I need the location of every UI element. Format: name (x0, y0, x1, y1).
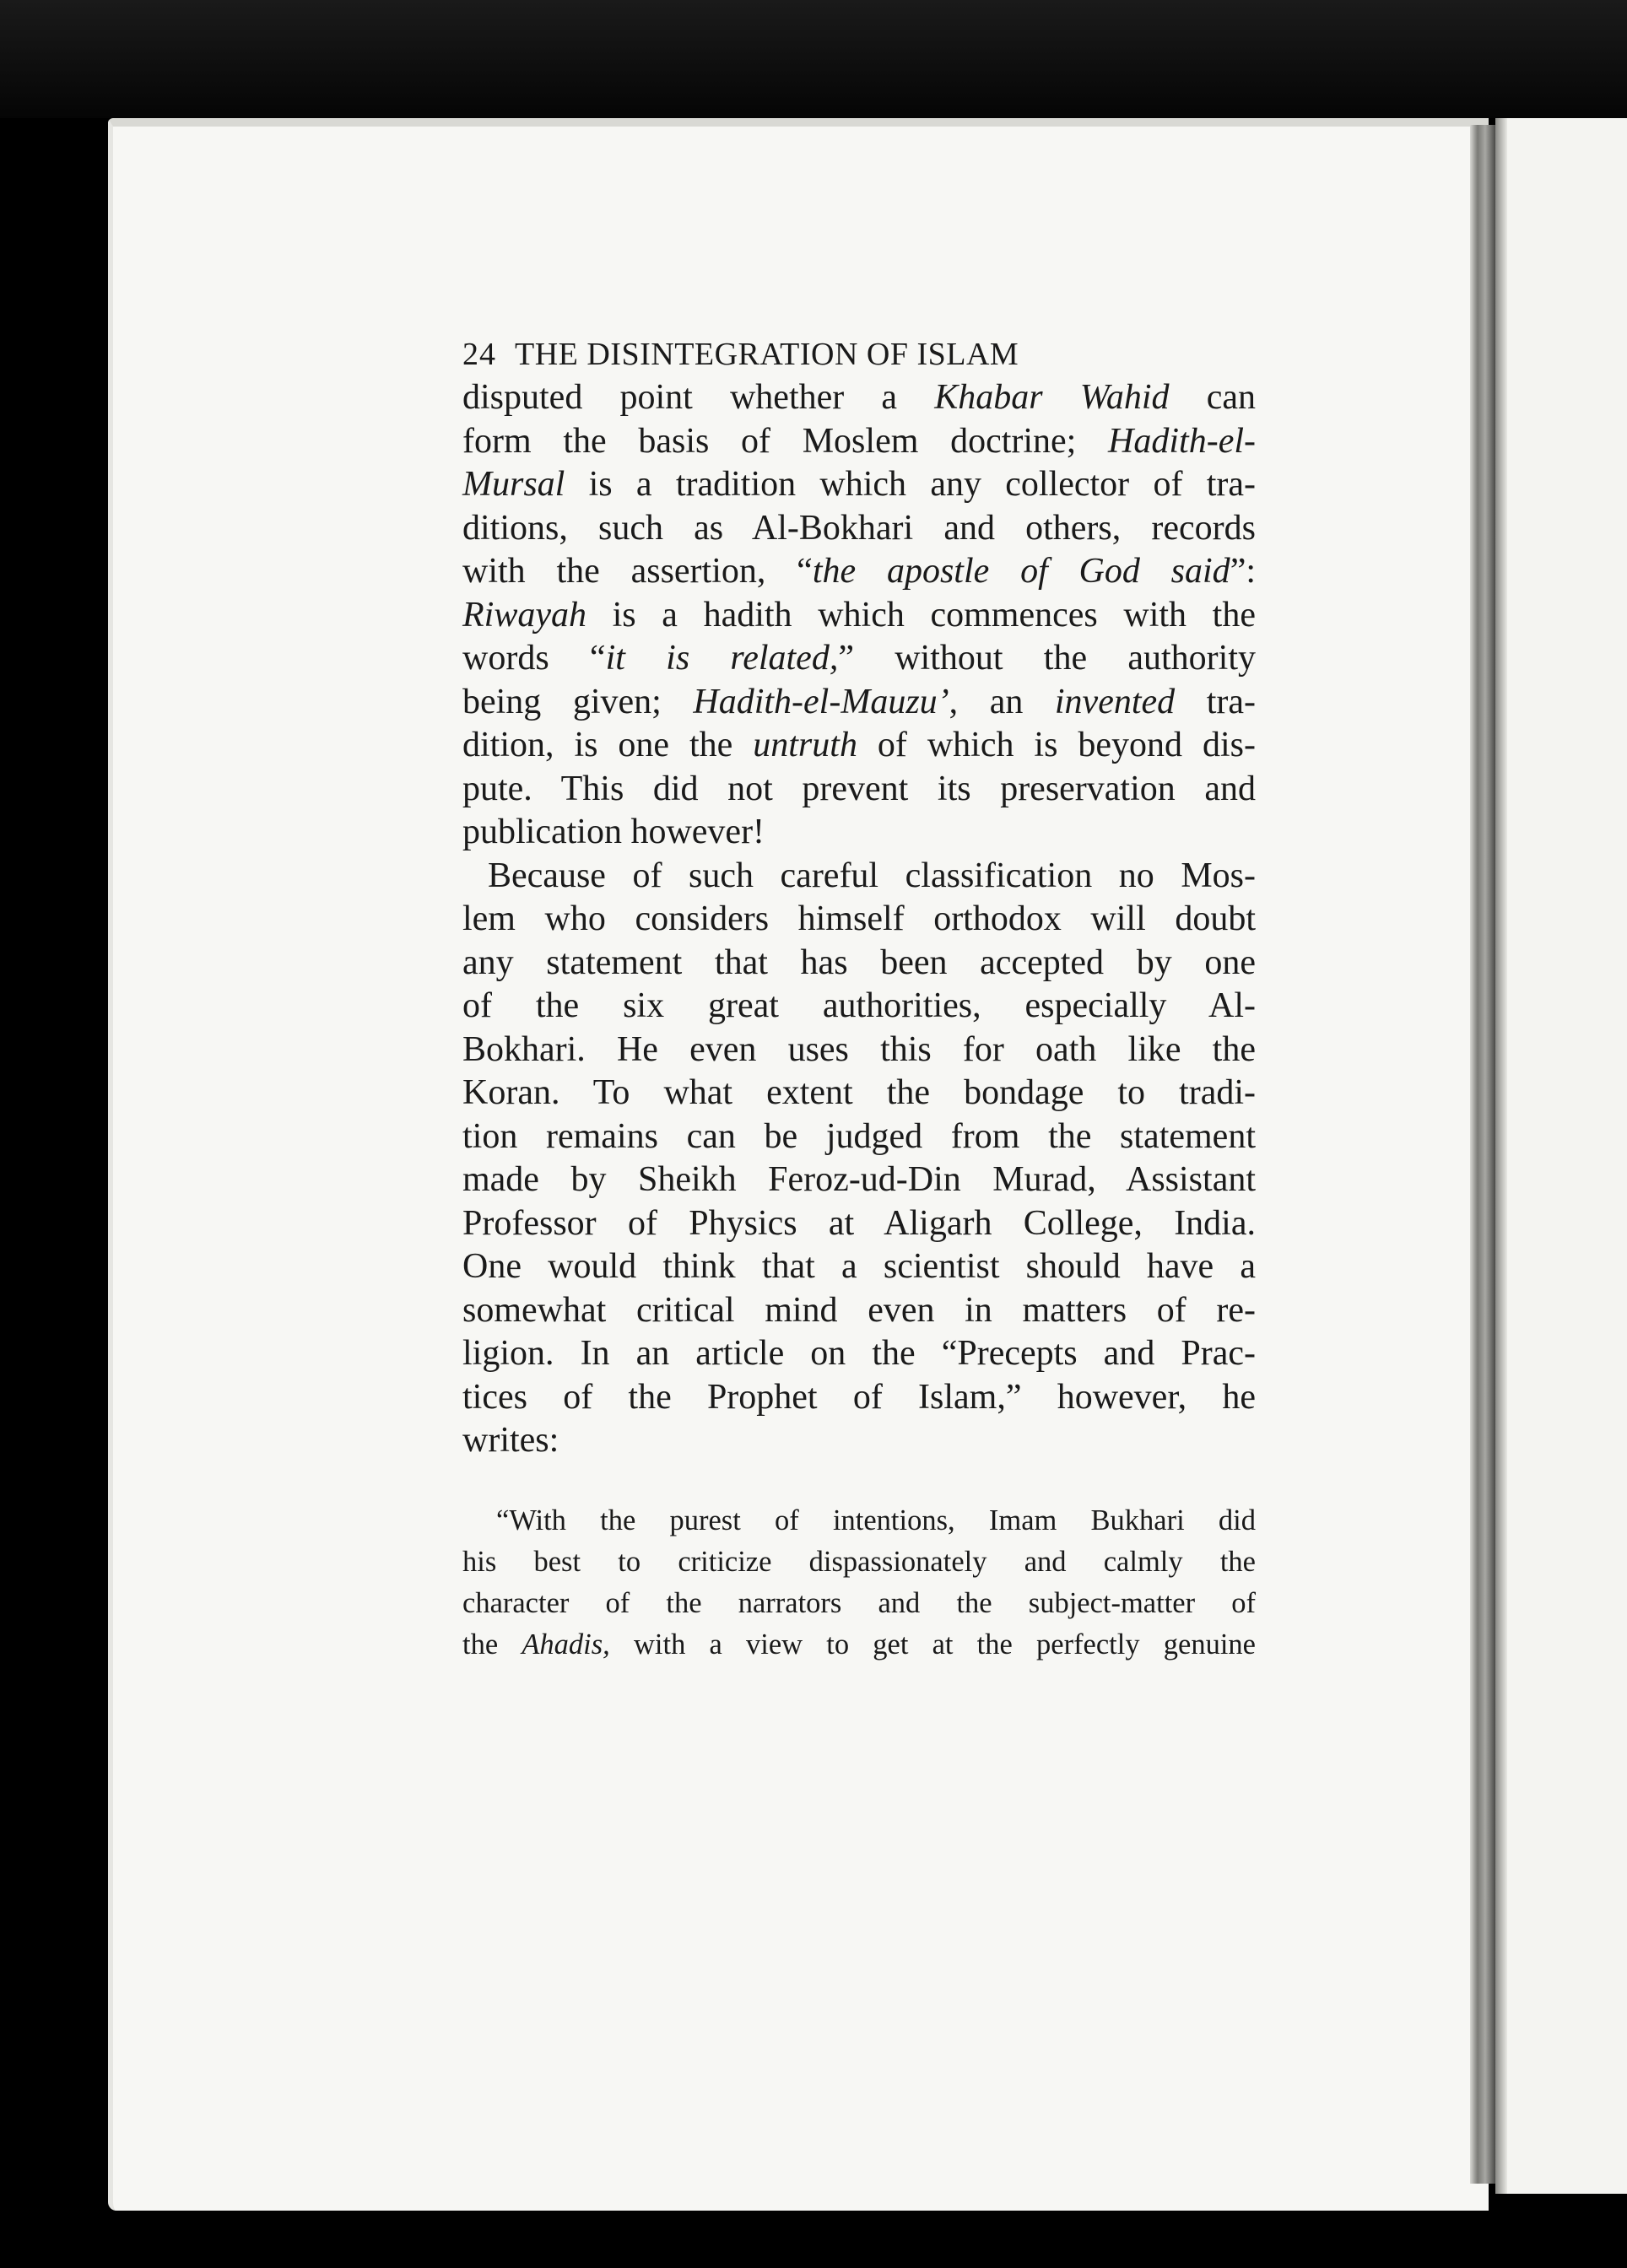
italic-term: invented (1054, 682, 1176, 721)
text-line (462, 681, 1256, 725)
italic-term: Mursal (462, 465, 565, 504)
page-text (462, 336, 1256, 1666)
text-run: dition, is one the (462, 726, 754, 764)
text-line (462, 507, 1256, 551)
text-run: form the basis of Moslem doctrine; (462, 421, 1109, 461)
text-run: his best to criticize dispassionately and calmly the (462, 1545, 1256, 1578)
block-quote (462, 1500, 1256, 1666)
text-run: One would think that a scientist should have a (462, 1247, 1256, 1286)
running-head (462, 336, 1256, 373)
text-run: with the assertion, “ (462, 552, 813, 591)
text-line (462, 898, 1256, 942)
text-line (462, 637, 1256, 681)
text-run: tra- (1175, 682, 1256, 721)
text-line (462, 1202, 1256, 1246)
text-run: ”: (1230, 552, 1256, 591)
italic-term: Khabar Wahid (934, 378, 1170, 417)
text-line (462, 463, 1256, 507)
page-edge-shadow (1470, 125, 1495, 2184)
text-run: tion remains can be judged from the statement (462, 1116, 1256, 1156)
text-line (462, 1072, 1256, 1115)
text-run: ditions, such as Al-Bokhari and others, records (462, 508, 1256, 548)
text-run: , an (949, 682, 1055, 721)
text-run: of the six great authorities, especially Al- (462, 986, 1256, 1025)
text-run: is a tradition which any collector of tra- (565, 465, 1256, 504)
text-line (462, 1158, 1256, 1202)
italic-term: untruth (753, 726, 857, 764)
italic-term: Hadith-el-Mauzu’ (693, 682, 949, 721)
text-line (462, 1376, 1256, 1420)
text-line (462, 1115, 1256, 1159)
text-line (462, 985, 1256, 1029)
italic-term: it is related, (605, 639, 839, 678)
text-line (462, 768, 1256, 812)
text-run: Professor of Physics at Aligarh College, India. (462, 1203, 1256, 1243)
text-line (462, 942, 1256, 986)
text-run: character of the narrators and the subject-matter of (462, 1586, 1256, 1619)
facing-page-gutter (1495, 118, 1507, 2194)
text-run: of which is beyond dis- (857, 726, 1256, 764)
text-line (462, 811, 1256, 855)
text-line (462, 1583, 1256, 1624)
paragraph-2 (462, 855, 1256, 1463)
text-run: somewhat critical mind even in matters of re- (462, 1290, 1256, 1330)
text-run: disputed point whether a (462, 378, 935, 417)
text-run: pute. This did not prevent its preservation and (462, 769, 1256, 808)
text-line (462, 1245, 1256, 1289)
italic-term: Hadith-el- (1108, 421, 1256, 461)
text-run: words “ (462, 639, 606, 678)
facing-page (1495, 118, 1627, 2194)
text-run: Koran. To what extent the bondage to tradi- (462, 1073, 1256, 1112)
text-line (462, 376, 1256, 420)
text-line (462, 1419, 1256, 1463)
text-line (462, 1029, 1256, 1072)
text-run: can (1169, 378, 1256, 417)
text-line (462, 855, 1256, 899)
text-line (462, 1332, 1256, 1376)
italic-term: the apostle of God said (812, 552, 1230, 591)
text-line (462, 1500, 1256, 1542)
text-run: Because of such careful classification no Mos- (488, 856, 1256, 895)
scan-background (0, 0, 1627, 118)
page-number: 24 (462, 337, 496, 372)
text-run: Bokhari. He even uses this for oath like the (462, 1029, 1256, 1069)
text-line (462, 550, 1256, 594)
text-run: ligion. In an article on the “Precepts and Prac- (462, 1334, 1256, 1373)
text-line (462, 1542, 1256, 1583)
text-run: is a hadith which commences with the (586, 595, 1256, 634)
italic-term: Riwayah (462, 595, 586, 634)
text-line (462, 594, 1256, 638)
text-line (462, 420, 1256, 464)
text-run: “With the purest of intentions, Imam Bukhari did (496, 1504, 1256, 1536)
text-line (462, 1624, 1256, 1666)
text-run: the (462, 1628, 522, 1660)
text-run: made by Sheikh Feroz-ud-Din Murad, Assistant (462, 1160, 1256, 1199)
running-head-title: THE DISINTEGRATION OF ISLAM (515, 337, 1019, 372)
text-run: lem who considers himself orthodox will doubt (462, 899, 1256, 938)
paragraph-1 (462, 376, 1256, 855)
text-run: tices of the Prophet of Islam,” however, he (462, 1377, 1256, 1417)
text-line (462, 724, 1256, 768)
text-line (462, 1289, 1256, 1333)
text-run: ” without the authority (838, 639, 1256, 678)
text-run: publication however! (462, 813, 765, 851)
text-run: with a view to get at the perfectly genuine (609, 1628, 1256, 1660)
text-run: writes: (462, 1421, 559, 1460)
text-run: any statement that has been accepted by one (462, 942, 1256, 982)
text-run: being given; (462, 682, 694, 721)
italic-term: Ahadis, (522, 1628, 610, 1660)
